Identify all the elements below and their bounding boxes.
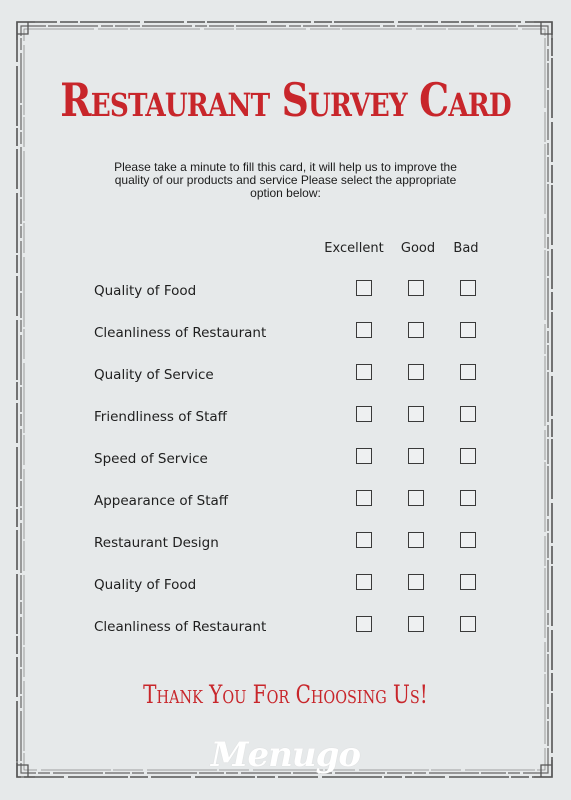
checkbox-bad[interactable] xyxy=(460,448,476,464)
row-label: Quality of Food xyxy=(94,577,197,593)
row-label: Speed of Service xyxy=(94,451,208,467)
checkbox-excellent[interactable] xyxy=(356,616,372,632)
checkbox-excellent[interactable] xyxy=(356,322,372,338)
checkbox-good[interactable] xyxy=(408,280,424,296)
checkbox-bad[interactable] xyxy=(460,322,476,338)
row-label: Cleanliness of Restaurant xyxy=(94,325,267,341)
checkbox-good[interactable] xyxy=(408,574,424,590)
checkbox-good[interactable] xyxy=(408,448,424,464)
row-label: Cleanliness of Restaurant xyxy=(94,619,267,635)
checkbox-good[interactable] xyxy=(408,406,424,422)
checkbox-good[interactable] xyxy=(408,364,424,380)
checkbox-excellent[interactable] xyxy=(356,406,372,422)
checkbox-good[interactable] xyxy=(408,616,424,632)
checkbox-bad[interactable] xyxy=(460,280,476,296)
column-header-bad: Bad xyxy=(453,241,479,256)
checkbox-good[interactable] xyxy=(408,322,424,338)
checkbox-bad[interactable] xyxy=(460,364,476,380)
thank-you-message: Thank You For Choosing Us! xyxy=(143,680,428,709)
checkbox-excellent[interactable] xyxy=(356,490,372,506)
row-label: Restaurant Design xyxy=(94,535,219,551)
column-header-excellent: Excellent xyxy=(324,241,384,256)
checkbox-excellent[interactable] xyxy=(356,574,372,590)
checkbox-bad[interactable] xyxy=(460,616,476,632)
checkbox-excellent[interactable] xyxy=(356,448,372,464)
checkbox-bad[interactable] xyxy=(460,532,476,548)
row-label: Quality of Service xyxy=(94,367,214,383)
row-label: Quality of Food xyxy=(94,283,197,299)
checkbox-bad[interactable] xyxy=(460,490,476,506)
checkbox-excellent[interactable] xyxy=(356,532,372,548)
checkbox-bad[interactable] xyxy=(460,406,476,422)
checkbox-good[interactable] xyxy=(408,490,424,506)
checkbox-good[interactable] xyxy=(408,532,424,548)
menugo-logo: Menugo xyxy=(210,735,361,775)
row-label: Friendliness of Staff xyxy=(94,409,227,425)
intro-text: Please take a minute to fill this card, it will help us to improve the quality of our products and service Please select the appropriate option below: xyxy=(114,160,457,200)
page-title: Restaurant Survey Card xyxy=(60,73,511,127)
checkbox-excellent[interactable] xyxy=(356,280,372,296)
row-label: Appearance of Staff xyxy=(94,493,229,509)
checkbox-bad[interactable] xyxy=(460,574,476,590)
checkbox-excellent[interactable] xyxy=(356,364,372,380)
column-header-good: Good xyxy=(400,241,436,256)
